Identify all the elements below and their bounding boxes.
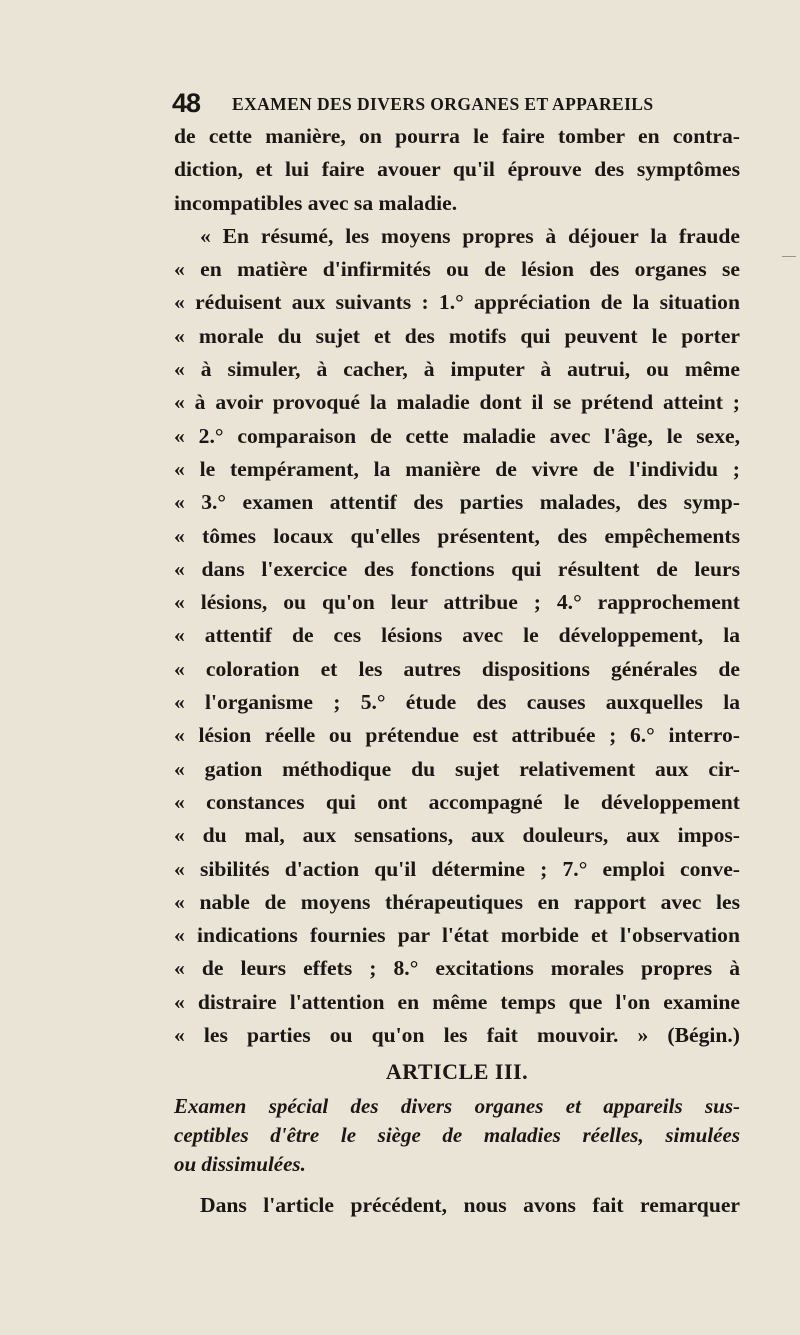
text-line: « le tempérament, la manière de vivre de l'individu ;: [174, 456, 740, 481]
text-line: « à simuler, à cacher, à imputer à autrui, ou même: [174, 357, 740, 382]
article-subtitle-line: ou dissimulées.: [174, 1152, 306, 1177]
text-line: « lésions, ou qu'on leur attribue ; 4.° rapprochement: [174, 590, 740, 615]
text-line: « coloration et les autres dispositions générales de: [174, 656, 740, 681]
text-line: « tômes locaux qu'elles présentent, des empêchements: [174, 523, 740, 548]
text-line: « lésion réelle ou prétendue est attribuée ; 6.° interro-: [174, 723, 740, 748]
page-header: [172, 88, 732, 118]
text-line: de cette manière, on pourra le faire tomber en contra-: [174, 124, 740, 148]
text-line: « distraire l'attention en même temps que l'on examine: [174, 989, 740, 1014]
text-line: « constances qui ont accompagné le développement: [174, 789, 740, 814]
text-line: « nable de moyens thérapeutiques en rapport avec les: [174, 889, 740, 914]
text-line: « gation méthodique du sujet relativement aux cir-: [174, 756, 740, 781]
running-head: EXAMEN DES DIVERS ORGANES ET APPAREILS: [232, 94, 654, 114]
text-line: « l'organisme ; 5.° étude des causes auxquelles la: [174, 690, 740, 715]
text-line: « sibilités d'action qu'il détermine ; 7.° emploi conve-: [174, 856, 740, 881]
page-number: 48: [172, 88, 201, 118]
text-line: « du mal, aux sensations, aux douleurs, aux impos-: [174, 823, 740, 848]
article-subtitle-line: ceptibles d'être le siège de maladies réelles, simulées: [174, 1123, 740, 1148]
paragraph-spacer: [174, 1179, 740, 1189]
article-subtitle-line: Examen spécial des divers organes et appareils sus-: [174, 1094, 740, 1119]
text-line: « 3.° examen attentif des parties malades, des symp-: [174, 490, 740, 515]
text-line: « indications fournies par l'état morbide et l'observation: [174, 923, 740, 948]
text-line: incompatibles avec sa maladie.: [174, 190, 458, 215]
article-heading: ARTICLE III.: [385, 1059, 529, 1085]
text-line: diction, et lui faire avouer qu'il éprouve des symptômes: [174, 157, 740, 182]
text-line: « 2.° comparaison de cette maladie avec l'âge, le sexe,: [174, 423, 740, 448]
text-line: « les parties ou qu'on les fait mouvoir. » (Bégin.): [174, 1023, 740, 1048]
text-line: « dans l'exercice des fonctions qui résultent de leurs: [174, 556, 740, 581]
text-line: « réduisent aux suivants : 1.° appréciation de la situation: [174, 290, 740, 315]
text-line: Dans l'article précédent, nous avons fait remarquer: [200, 1193, 740, 1218]
text-line: « à avoir provoqué la maladie dont il se prétend atteint ;: [174, 390, 740, 415]
text-line: « En résumé, les moyens propres à déjouer la fraude: [200, 223, 740, 248]
text-line: « en matière d'infirmités ou de lésion des organes se: [174, 257, 740, 282]
text-line: « de leurs effets ; 8.° excitations morales propres à: [174, 956, 740, 981]
body-text: [174, 120, 740, 1223]
text-line: « attentif de ces lésions avec le développement, la: [174, 623, 740, 648]
text-line: « morale du sujet et des motifs qui peuvent le porter: [174, 323, 740, 348]
margin-mark: [782, 256, 796, 257]
